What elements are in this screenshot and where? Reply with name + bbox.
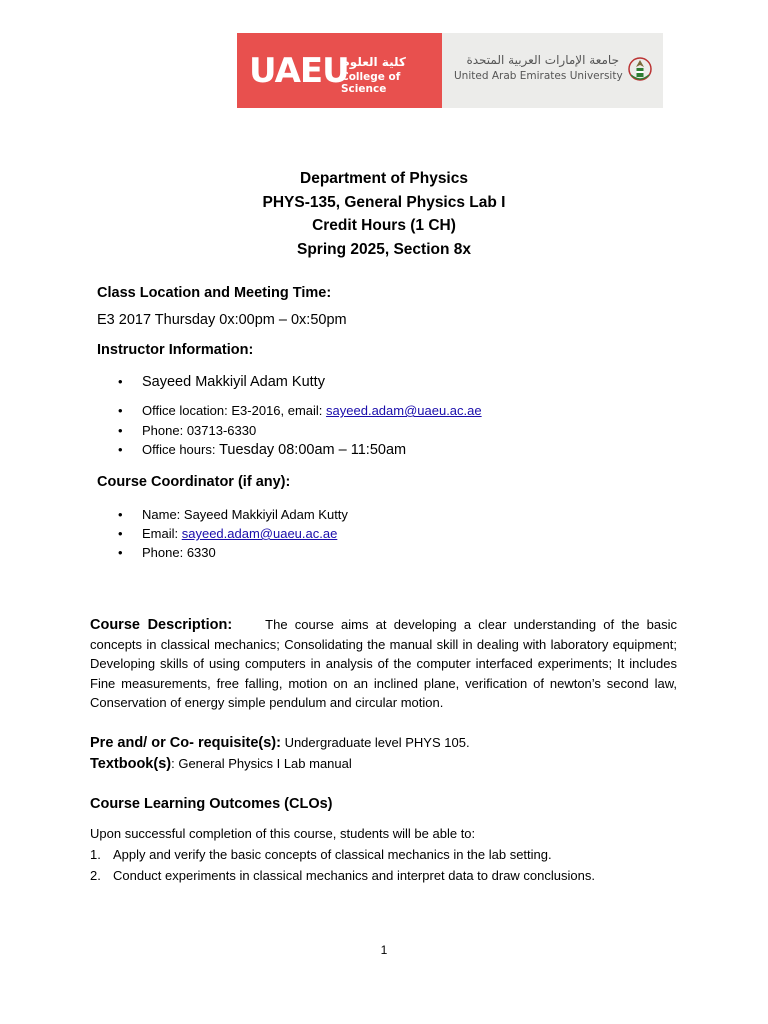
university-arabic-name: جامعة الإمارات العربية المتحدة [466,53,619,67]
department-title: Department of Physics [300,170,468,187]
document-title-block [0,167,768,261]
semester-section: Spring 2025, Section 8x [296,240,471,258]
university-logo [442,33,663,108]
college-arabic-name: كلية العلوم [341,55,406,69]
clo-number: 1. [90,847,101,862]
bullet: • [118,526,123,541]
college-logo [237,33,442,108]
bullet: • [118,442,123,457]
textbook-label: Textbook(s) [90,756,172,772]
coordinator-email-label: Email: [142,526,182,541]
clo-text: Apply and verify the basic concepts of classical mechanics in the lab setting. [113,847,552,862]
coordinator-name: Name: Sayeed Makkiyil Adam Kutty [142,507,348,522]
textbook-value: : General Physics I Lab manual [171,756,352,771]
clo-text: Conduct experiments in classical mechanics and interpret data to draw conclusions. [113,868,595,883]
bullet: • [118,423,123,438]
clo-number: 2. [90,868,101,883]
uaeu-logo-text: UAEU [249,51,349,91]
prerequisites-value: Undergraduate level PHYS 105. [280,735,470,750]
clo-intro: Upon successful completion of this course, students will be able to: [90,826,476,841]
office-location-text: Office location: E3-2016, email: [142,403,327,418]
office-hours-label: Office hours: [142,442,220,457]
instructor-name: Sayeed Makkiyil Adam Kutty [142,374,325,390]
course-description-label: Course Description: [90,617,233,633]
prerequisites [90,735,470,751]
coordinator-email [142,526,337,541]
class-location-heading: Class Location and Meeting Time: [97,285,332,301]
textbook [90,756,352,772]
course-description-text: The course aims at developing a clear understanding of the basic concepts in classical mechanics; Consolidating the manual skill in dealing with laboratory equipment; Developing skills of using computers in analysis of the computer interfaced experiments; It includes Fine measurements, free falling, motion on an inclined plane, verification of newton’s second law, Conservation of energy simple pendulum and circular motion. [90,617,677,710]
university-english-name: United Arab Emirates University [454,70,623,82]
header-banner [237,33,663,108]
course-description [90,615,677,712]
bullet: • [118,374,123,389]
bullet: • [118,403,123,418]
coordinator-email-link[interactable]: sayeed.adam@uaeu.ac.ae [181,526,338,541]
instructor-phone: Phone: 03713-6330 [142,423,257,438]
college-english-name: College of Science [341,71,401,95]
credit-hours: Credit Hours (1 CH) [312,217,456,235]
coordinator-phone: Phone: 6330 [142,545,216,560]
clo-heading: Course Learning Outcomes (CLOs) [90,796,333,812]
course-title: PHYS-135, General Physics Lab I [262,193,506,211]
page-number: 1 [380,943,388,957]
bullet: • [118,507,123,522]
bullet: • [118,545,123,560]
office-hours [142,442,406,458]
coordinator-heading: Course Coordinator (if any): [97,474,291,490]
instructor-email-link[interactable]: sayeed.adam@uaeu.ac.ae [326,403,482,418]
prerequisites-label: Pre and/ or Co- requisite(s): [90,735,281,751]
instructor-heading: Instructor Information: [97,342,254,358]
emblem-icon [627,53,653,85]
office-hours-value: Tuesday 08:00am – 11:50am [219,442,407,458]
office-location [142,403,482,418]
class-location-value: E3 2017 Thursday 0x:00pm – 0x:50pm [97,312,347,328]
